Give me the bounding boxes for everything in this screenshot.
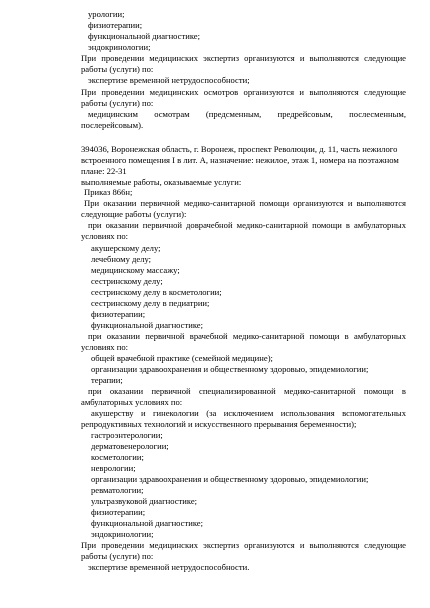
text-line: При проведении медицинских осмотров организуются и выполняются следующие — [81, 87, 406, 97]
address-line: 394036, Воронежская область, г. Воронеж, проспект Революции, д. 11, часть нежилого — [81, 144, 398, 154]
text-line: функциональной диагностике; — [91, 518, 204, 528]
text-line: медицинскому массажу; — [91, 265, 180, 275]
text-line: ультразвуковой диагностике; — [91, 496, 198, 506]
text-line: терапии; — [91, 375, 123, 385]
text-line: неврологии; — [91, 463, 136, 473]
text-line: экспертизе временной нетрудоспособности. — [88, 562, 250, 572]
text-line: косметологии; — [91, 452, 144, 462]
text-line: функциональной диагностике; — [88, 31, 201, 41]
text-line: физиотерапии; — [91, 507, 146, 517]
text-line: организации здравоохранения и общественному здоровью, эпидемиологии; — [91, 474, 369, 484]
text-line: работы (услуги) по: — [81, 64, 154, 74]
text-line: условиях по: — [81, 342, 129, 352]
text-line: гастроэнтерологии; — [91, 430, 163, 440]
text-line: При проведении медицинских экспертиз организуются и выполняются следующие — [81, 53, 406, 63]
text-line: физиотерапии; — [88, 20, 143, 30]
text-line: Приказ 866н; — [84, 187, 133, 197]
text-line: медицинским осмотрам (предсменным, предрейсовым, послесменным, — [88, 109, 406, 119]
text-line: организации здравоохранения и общественному здоровью, эпидемиологии; — [91, 364, 369, 374]
text-line: акушерскому делу; — [91, 243, 161, 253]
text-line: условиях по: — [81, 231, 129, 241]
text-line: выполняемые работы, оказываемые услуги: — [81, 177, 242, 187]
text-line: репродуктивных технологий и искусственного прерывания беременности); — [81, 419, 357, 429]
text-line: работы (услуги) по: — [81, 98, 154, 108]
text-line: при оказании первичной специализированной медико-санитарной помощи в — [88, 386, 406, 396]
text-line: ревматологии; — [91, 485, 144, 495]
text-line: амбулаторных условиях по: — [81, 397, 183, 407]
text-line: сестринскому делу; — [91, 276, 163, 286]
address-line: встроенного помещения I в лит. А, назначение: нежилое, этаж 1, номера на поэтажном — [81, 155, 399, 165]
text-line: акушерству и гинекологии (за исключением использования вспомогательных — [91, 408, 406, 418]
text-line: сестринскому делу в педиатрии; — [91, 298, 210, 308]
text-line: физиотерапии; — [91, 309, 146, 319]
text-line: работы (услуги) по: — [81, 551, 154, 561]
text-line: послерейсовым). — [81, 120, 144, 130]
text-line: урологии; — [88, 9, 125, 19]
text-line: следующие работы (услуги): — [81, 209, 187, 219]
text-line: При оказании первичной медико-санитарной помощи организуются и выполняются — [84, 198, 406, 208]
text-line: При проведении медицинских экспертиз организуются и выполняются следующие — [81, 540, 406, 550]
text-line: общей врачебной практике (семейной медицине); — [91, 353, 273, 363]
text-line: эндокринологии; — [88, 42, 151, 52]
text-line: лечебному делу; — [91, 254, 152, 264]
text-line: при оказании первичной врачебной медико-санитарной помощи в амбулаторных — [88, 331, 406, 341]
text-line: функциональной диагностике; — [91, 320, 204, 330]
text-line: при оказании первичной доврачебной медико-санитарной помощи в амбулаторных — [88, 220, 406, 230]
address-line: плане: 22-31 — [81, 166, 127, 176]
text-line: сестринскому делу в косметологии; — [91, 287, 222, 297]
text-line: эндокринологии; — [91, 529, 154, 539]
text-line: дерматовенерологии; — [91, 441, 169, 451]
text-line: экспертизе временной нетрудоспособности; — [88, 75, 250, 85]
